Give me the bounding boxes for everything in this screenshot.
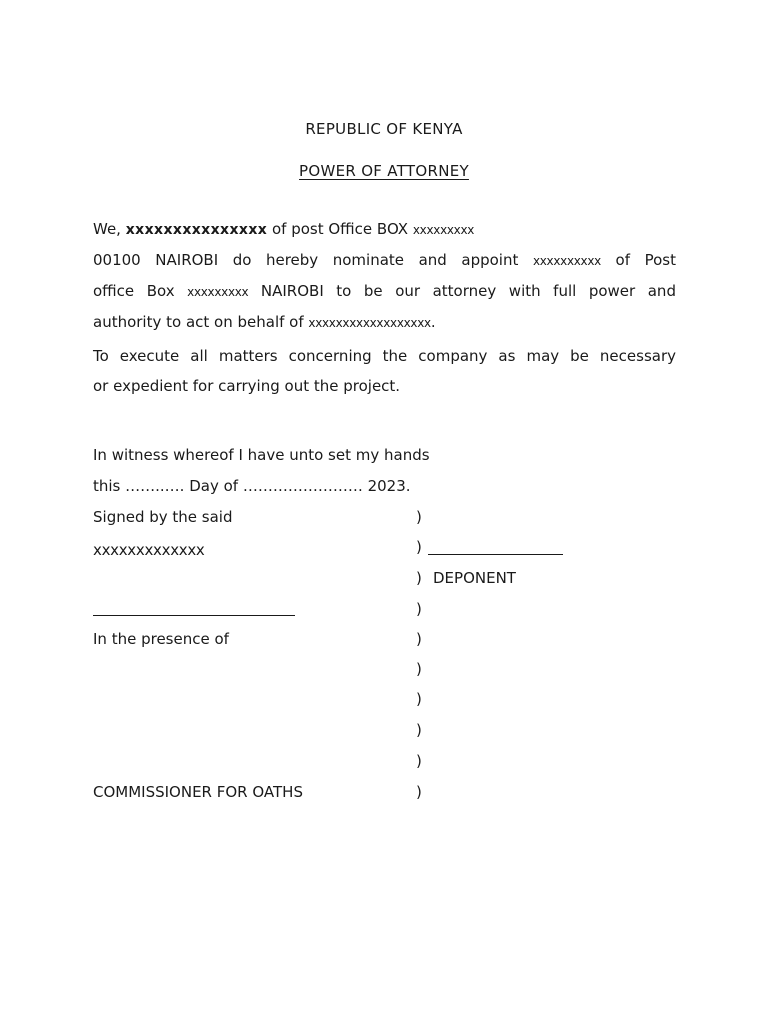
execution-line-1: To execute all matters concerning the company as may be necessary (93, 347, 676, 365)
witness-signature-line (93, 615, 295, 616)
post-office-text: of post Office BOX (271, 220, 409, 238)
appointment-line-2 (93, 245, 676, 276)
commissioner-label: COMMISSIONER FOR OATHS (93, 783, 303, 801)
execution-paragraph (93, 341, 676, 401)
signer-placeholder: xxxxxxxxxxxxx (93, 541, 205, 559)
bracket-7: ) (416, 690, 422, 708)
attorney-power-text: NAIROBI to be our attorney with full power and (260, 282, 676, 300)
appointment-line-1 (93, 214, 676, 245)
bracket-5: ) (416, 630, 422, 648)
appointee-box-placeholder: xxxxxxxxx (187, 285, 249, 299)
witness-line: In witness whereof I have unto set my hands (93, 446, 430, 464)
bracket-1: ) (416, 508, 422, 526)
we-text: We, (93, 220, 121, 238)
document-title: POWER OF ATTORNEY (299, 162, 469, 180)
presence-label: In the presence of (93, 630, 229, 648)
execution-line-2: or expedient for carrying out the project. (93, 377, 401, 395)
document-country-heading: REPUBLIC OF KENYA (305, 120, 463, 138)
date-line: this ……..…. Day of …………………… 2023. (93, 477, 411, 495)
principal-name-placeholder: xxxxxxxxxxxxxxx (125, 222, 268, 238)
bracket-2: ) (416, 538, 422, 556)
authority-text: authority to act on behalf of (93, 313, 304, 331)
period-text: . (430, 313, 436, 331)
bracket-6: ) (416, 660, 422, 678)
box-number-placeholder: xxxxxxxxx (412, 223, 475, 237)
bracket-4: ) (416, 600, 422, 618)
principal-placeholder: xxxxxxxxxxxxxxxxxx (308, 316, 431, 330)
appointment-line-3 (93, 276, 676, 307)
of-post-text: of Post (615, 251, 676, 269)
office-box-text: office Box (93, 282, 175, 300)
appointee-placeholder: xxxxxxxxxx (532, 254, 601, 268)
appointment-line-4 (93, 307, 676, 338)
appointment-paragraph (93, 214, 676, 338)
bracket-9: ) (416, 752, 422, 770)
bracket-3: ) (416, 569, 422, 587)
deponent-signature-line (428, 554, 563, 555)
nominate-text: 00100 NAIROBI do hereby nominate and appoint (93, 251, 519, 269)
bracket-8: ) (416, 721, 422, 739)
bracket-10: ) (416, 783, 422, 801)
deponent-label: DEPONENT (433, 569, 516, 587)
signed-by-label: Signed by the said (93, 508, 233, 526)
